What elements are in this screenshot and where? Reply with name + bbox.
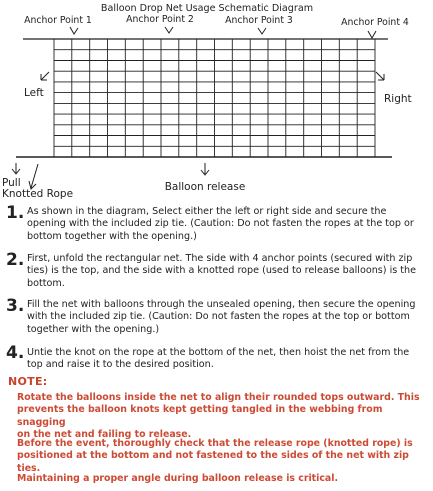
note-line: Maintaining a proper angle during balloon release is critical.	[17, 473, 339, 484]
pull-label: Pull	[2, 177, 21, 189]
step-line: together with the opening.)	[27, 323, 160, 335]
step-line: ties) is the top, and the side with a knotted rope (used to release balloons) is the	[27, 265, 417, 277]
note-line: prevents the balloon knots kept getting tangled in the webbing from snagging	[17, 404, 383, 428]
step-line: top and raise it to the desired position.	[27, 359, 214, 371]
step-text	[27, 253, 427, 290]
note-paragraph-3	[17, 473, 429, 485]
knotted-rope-label: Knotted Rope	[2, 188, 74, 200]
note-paragraph-1	[17, 392, 429, 441]
diagram-title: Balloon Drop Net Usage Schematic Diagram	[100, 3, 314, 14]
pull-arrow-icon	[12, 163, 20, 174]
step-line: with the included zip tie. (Caution: Do not fasten the ropes at the top or bottom	[27, 311, 410, 323]
net-schematic-diagram	[0, 0, 433, 200]
anchor-label-1: Anchor Point 1	[24, 15, 92, 26]
step-number: 2.	[6, 250, 25, 270]
balloon-release-label: Balloon release	[164, 181, 246, 193]
anchor-arrow-2	[165, 27, 173, 33]
anchor-arrow-4	[368, 31, 376, 38]
release-arrow-icon	[201, 163, 209, 175]
step-number: 4.	[6, 343, 25, 363]
anchor-arrow-1	[70, 27, 78, 34]
note-line: Rotate the balloons inside the net to align their rounded tops outward. This	[17, 392, 420, 403]
note-line: Before the event, thoroughly check that the release rope (knotted rope) is	[17, 438, 413, 449]
right-label: Right	[384, 93, 412, 105]
step-text	[27, 347, 427, 372]
step-line: bottom.	[27, 277, 65, 289]
left-arrow-icon	[41, 72, 49, 80]
net-grid	[54, 39, 375, 157]
note-heading: NOTE:	[8, 375, 48, 388]
anchor-label-2: Anchor Point 2	[126, 14, 194, 25]
anchor-arrows	[70, 27, 376, 38]
anchor-label-3: Anchor Point 3	[225, 15, 293, 26]
step-number: 3.	[6, 296, 25, 316]
step-line: As shown in the diagram, Select either the left or right side and secure the	[27, 206, 387, 217]
anchor-label-4: Anchor Point 4	[341, 17, 409, 28]
note-line: on the net and failing to release.	[17, 428, 192, 440]
note-paragraph-2	[17, 438, 429, 475]
anchor-arrow-3	[258, 28, 266, 34]
step-text	[27, 299, 427, 336]
step-line: First, unfold the rectangular net. The side with 4 anchor points (secured with zip	[27, 253, 413, 264]
step-text	[27, 206, 427, 243]
step-line: Fill the net with balloons through the unsealed opening, then secure the opening	[27, 299, 416, 310]
rope-arrow-icon	[29, 164, 38, 189]
note-line: positioned at the bottom and not fastened to the sides of the net with zip ties.	[17, 450, 409, 474]
left-label: Left	[24, 87, 44, 99]
right-arrow-icon	[376, 72, 384, 80]
step-line: Untie the knot on the rope at the bottom of the net, then hoist the net from the	[27, 347, 410, 358]
step-number: 1.	[6, 203, 25, 223]
step-line: bottom together with the opening.)	[27, 230, 197, 242]
step-line: opening with the included zip tie. (Caution: Do not fasten the ropes at the top or	[27, 218, 414, 230]
